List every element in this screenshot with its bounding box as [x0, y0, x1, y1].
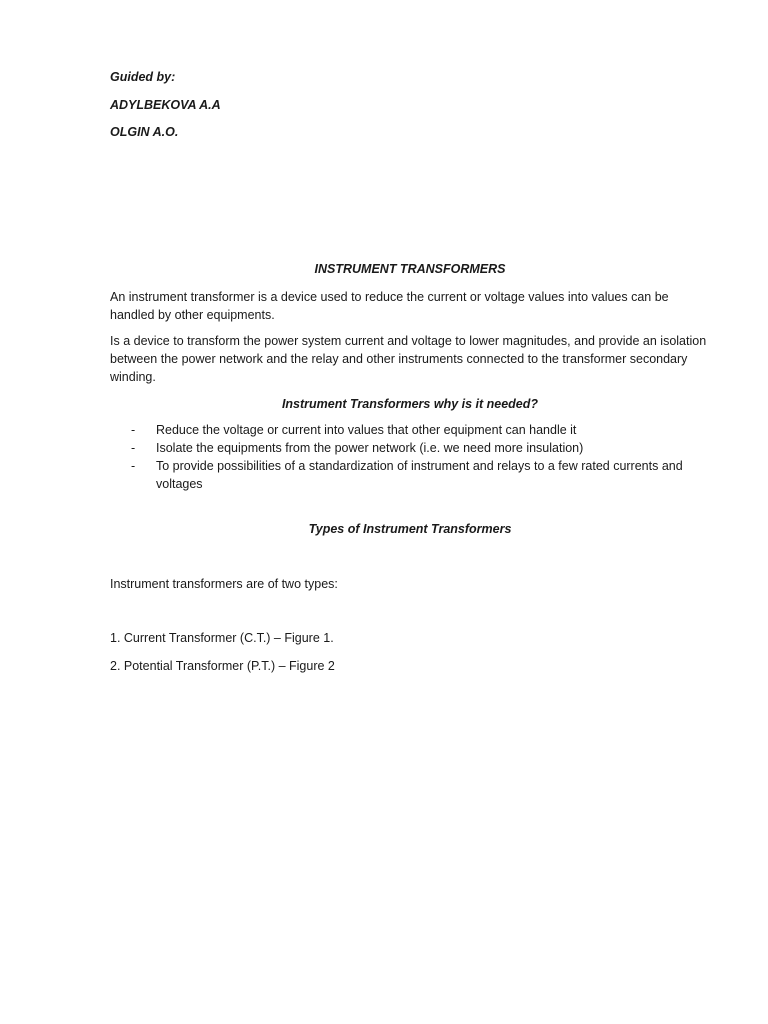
bullet-marker: - — [131, 423, 136, 437]
list-item — [110, 421, 715, 439]
intro-paragraph-2: Is a device to transform the power system current and voltage to lower magnitudes, and provide an isolation between the power network and the relay and other instruments connected to the transformer secondary winding. — [110, 334, 707, 384]
bullet-marker: - — [131, 441, 136, 455]
type-item-pt: 2. Potential Transformer (P.T.) – Figure 2 — [110, 659, 335, 673]
list-item-text: To provide possibilities of a standardization of instrument and relays to a few rated currents and voltages — [156, 459, 683, 491]
guide-name-1: ADYLBEKOVA A.A — [110, 98, 221, 112]
why-needed-heading: Instrument Transformers why is it needed? — [281, 397, 539, 411]
list-item — [110, 457, 715, 493]
types-heading: Types of Instrument Transformers — [308, 522, 512, 536]
intro-paragraph-1: An instrument transformer is a device used to reduce the current or voltage values into values can be handled by other equipments. — [110, 290, 669, 322]
bullet-marker: - — [131, 459, 136, 473]
needs-list — [110, 421, 715, 493]
guided-by-label: Guided by: — [110, 70, 176, 84]
types-intro: Instrument transformers are of two types: — [110, 577, 338, 591]
guide-name-2: OLGIN A.O. — [110, 125, 179, 139]
document-title: INSTRUMENT TRANSFORMERS — [314, 262, 506, 276]
list-item — [110, 439, 715, 457]
list-item-text: Isolate the equipments from the power network (i.e. we need more insulation) — [156, 441, 584, 455]
list-item-text: Reduce the voltage or current into values that other equipment can handle it — [156, 423, 577, 437]
type-item-ct: 1. Current Transformer (C.T.) – Figure 1. — [110, 631, 334, 645]
